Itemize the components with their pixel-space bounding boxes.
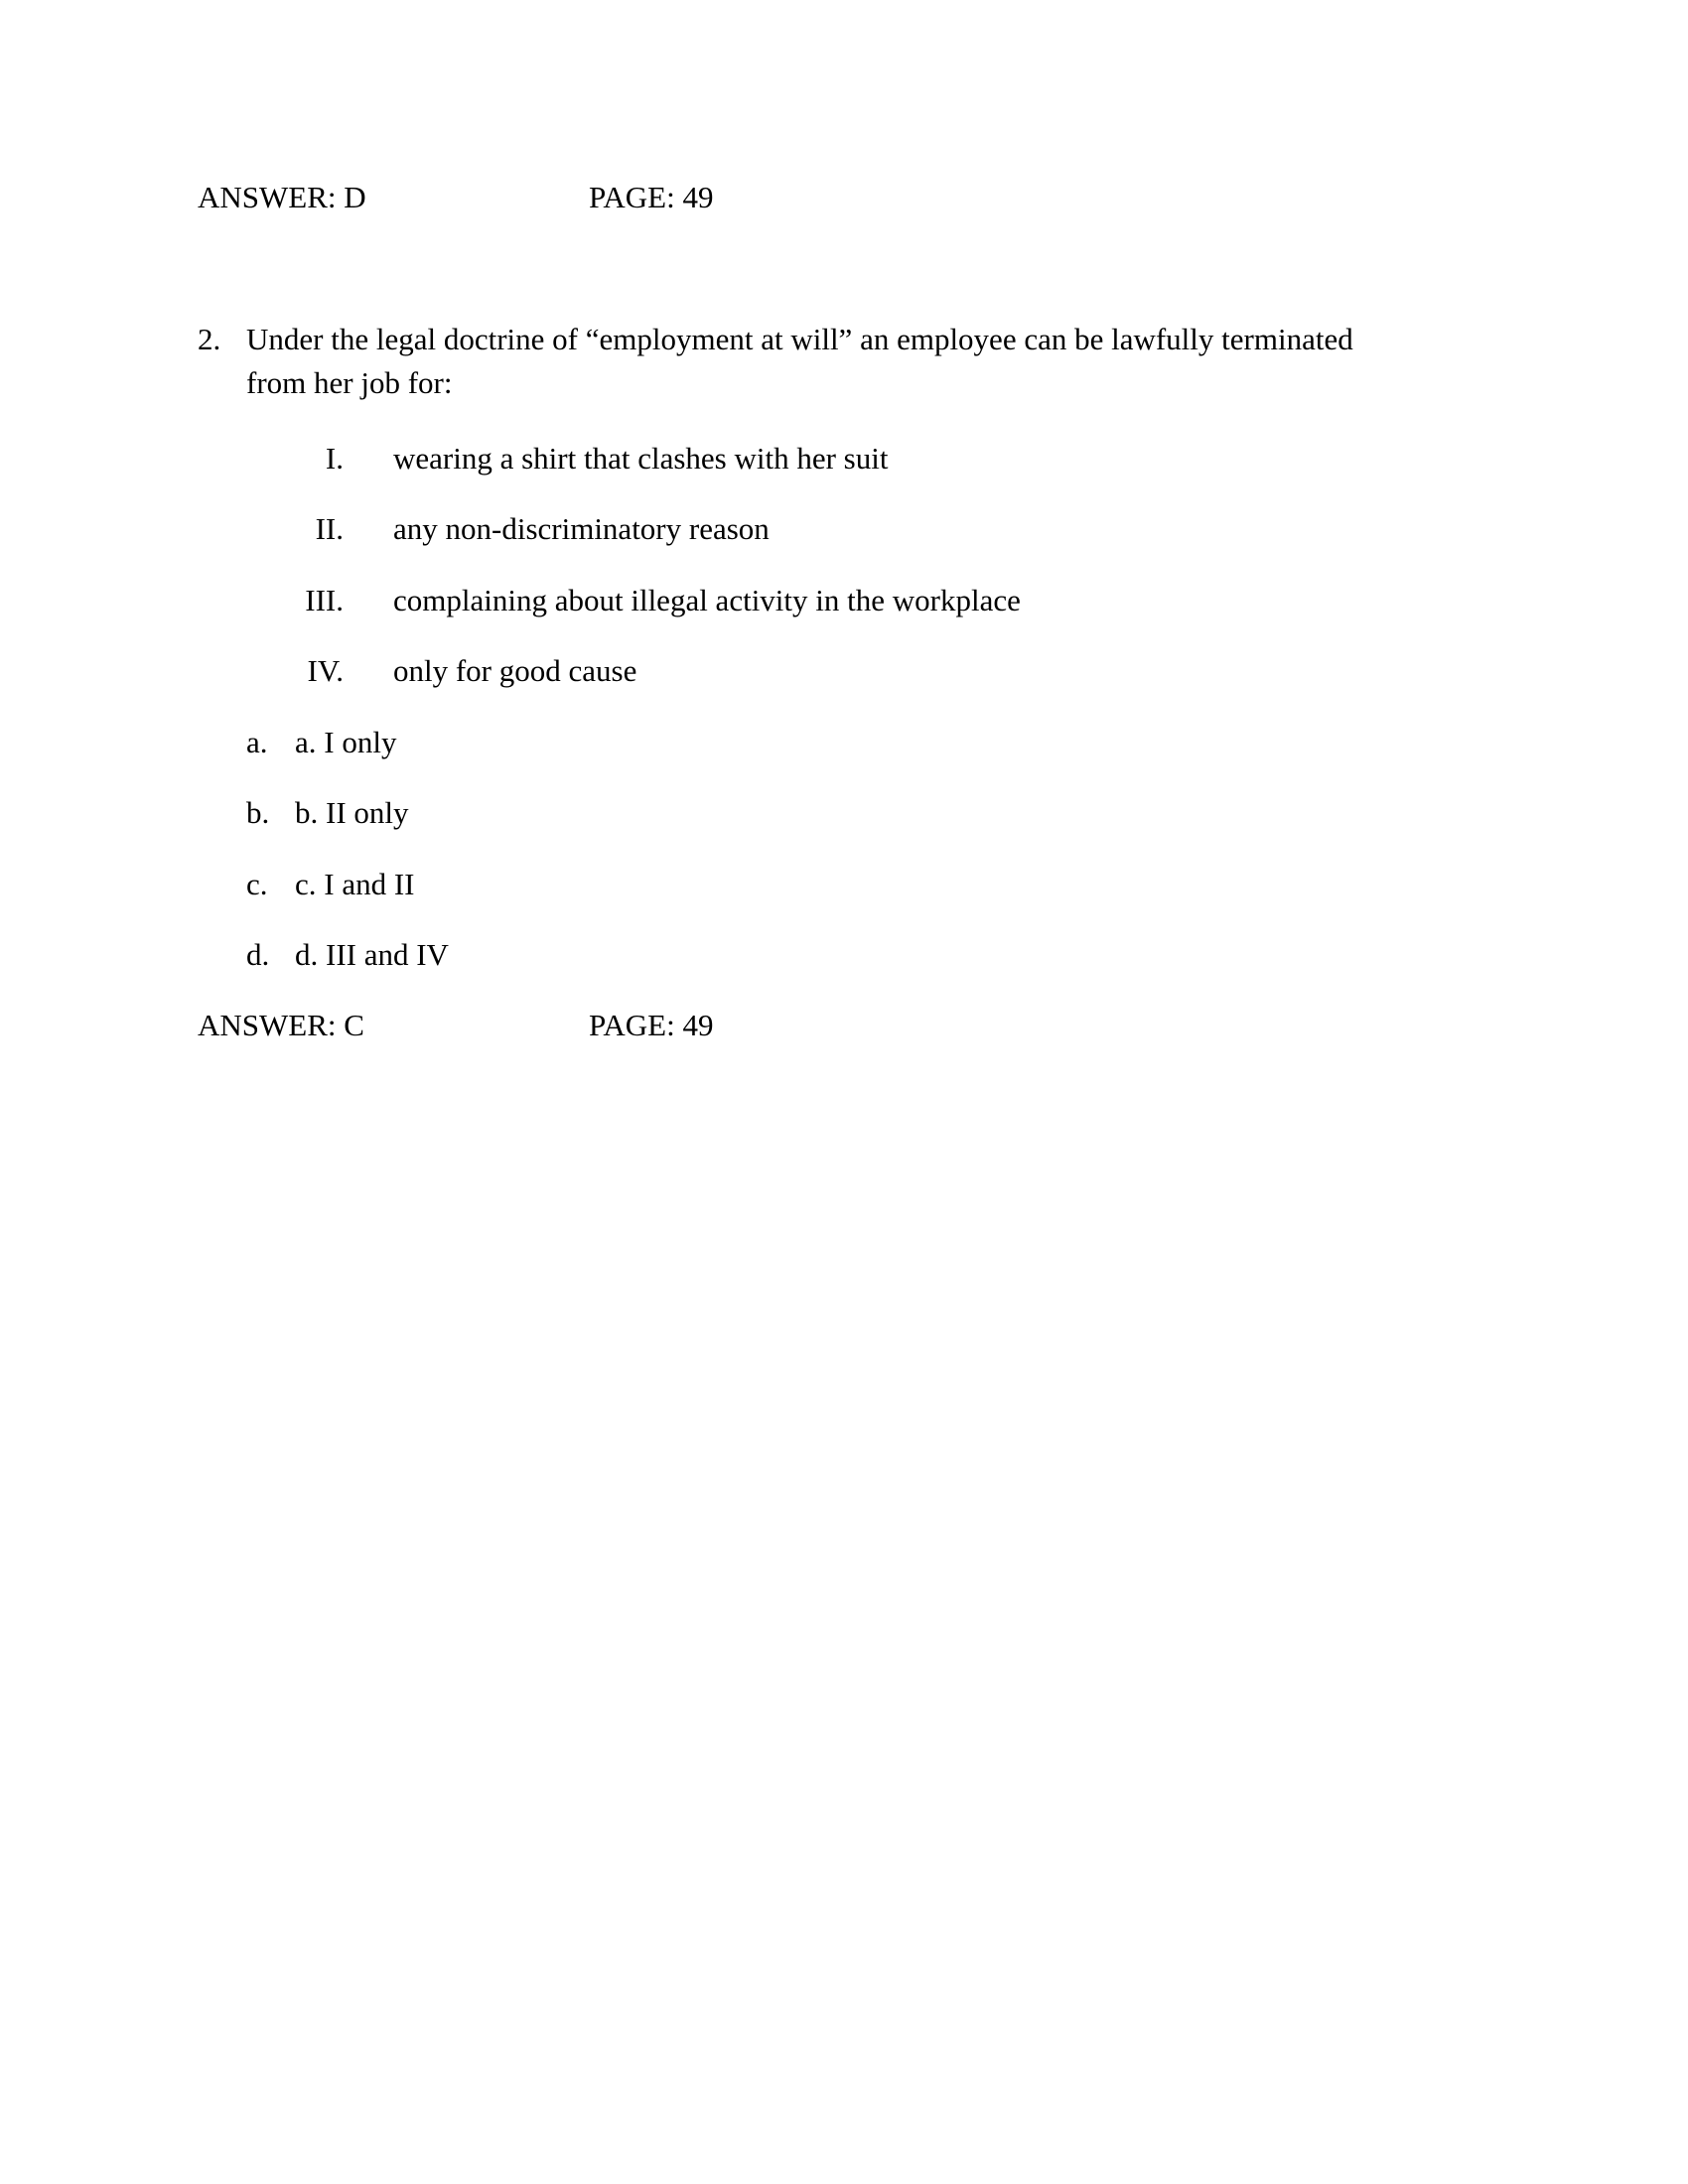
option-letter: d. (246, 937, 270, 972)
answer-label: ANSWER: C (198, 1008, 364, 1042)
statement-numeral: IV. (307, 653, 344, 688)
question-text-line-2: from her job for: (246, 365, 453, 400)
statement-text: complaining about illegal activity in the workplace (393, 583, 1021, 617)
statement-numeral: I. (325, 441, 344, 476)
page-reference: PAGE: 49 (589, 1008, 714, 1042)
question-text-line-1: Under the legal doctrine of “employment at will” an employee can be lawfully terminated (246, 322, 1353, 356)
option-letter: b. (246, 795, 270, 830)
option-text: d. III and IV (295, 937, 449, 972)
statement-text: only for good cause (393, 653, 637, 688)
answer-label: ANSWER: D (198, 180, 366, 214)
option-letter: c. (246, 867, 268, 901)
option-text: b. II only (295, 795, 409, 830)
statement-numeral: III. (305, 583, 344, 617)
option-text: c. I and II (295, 867, 415, 901)
statement-numeral: II. (315, 511, 344, 546)
option-text: a. I only (295, 725, 397, 759)
statement-text: any non-discriminatory reason (393, 511, 770, 546)
statement-text: wearing a shirt that clashes with her suit (393, 441, 889, 476)
page-reference: PAGE: 49 (589, 180, 714, 214)
option-letter: a. (246, 725, 268, 759)
question-number: 2. (198, 322, 221, 356)
